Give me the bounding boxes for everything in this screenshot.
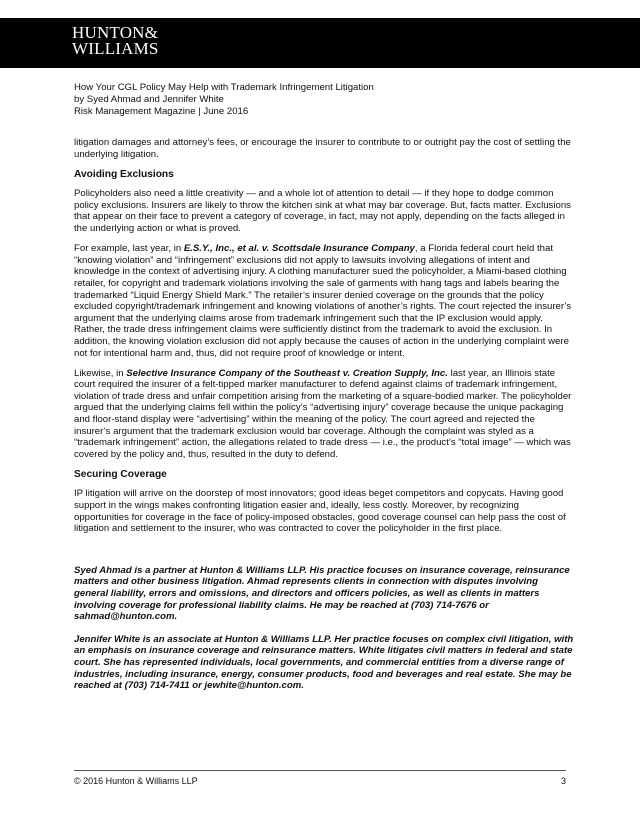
- paragraph-avoid: Policyholders also need a little creativity — and a whole lot of attention to detail — if they hope to dodge common policy exclusions. Insurers are likely to throw the kitchen sink at what may bar coverage. But, facts matter. Exclusions that appear on their face to prevent a category of coverage, in fact, may not apply, depending on the facts alleged in the underlying action or what is proved.: [74, 188, 571, 235]
- esy-case-name: E.S.Y., Inc., et al. v. Scottsdale Insurance Company: [183, 243, 415, 255]
- article-title: How Your CGL Policy May Help with Trademark Infringement Litigation: [74, 82, 374, 93]
- article-meta: [74, 82, 374, 118]
- esy-text: , a Florida federal court held that “knowing violation” and “infringement” exclusions did not apply to lawsuits involving allegations of intent and knowledge in the context of advertising injury. A clothing manufacturer sued the policyholder, a Miami-based clothing retailer, for copyright and trademark violations involving the sale of garments with hang tags and labels bearing the trademarked “Liquid Energy Shield Mark.” The retailer’s insurer denied coverage on the grounds that the policy excluded copyright/trademark infringement and knowing violations of another’s rights. The court rejected the insurer’s argument that the underlying claims arose from trademark infringement such that the IP exclusion would apply. Rather, the trade dress infringement claims were sufficiently distinct from the trademark to avoid the exclusion. In addition, the knowing violation exclusion did not apply because the causes of action in the underlying complaint were not for intentional harm and, thus, did not require proof of knowledge or intent.: [74, 243, 572, 359]
- paragraph-securing: IP litigation will arrive on the doorstep of most innovators; good ideas beget competitors and copycats. Having good support in the wings makes confronting litigation easier and, ideally, less costly. Moreover, by recognizing opportunities for coverage in the face of policy-imposed obstacles, good coverage counsel can help pass the cost of litigation and settlement to the insurer, who was contracted to cover the policyholder in the first place.: [74, 488, 566, 535]
- selective-text: last year, an Illinois state court required the insurer of a felt-tipped marker manufacturer to defend against claims of trademark infringement, violation of trade dress and unfair competition arising from the marketing of a square-bodied marker. The policyholder argued that the underlying claims fell within the policy’s “advertising injury” coverage because the unique packaging and floor-stand display were “advertising” within the meaning of the policy. The court agreed and rejected the insurer’s argument that the trademark exclusion would bar coverage. Although the complaint was styled as a “trademark infringement” action, the allegations related to trade dress — i.e., the product’s “total image” — which was covered by the policy and, thus, resulted in the duty to defend.: [74, 367, 572, 460]
- page-number: 3: [560, 776, 566, 786]
- heading-avoiding-exclusions: Avoiding Exclusions: [74, 168, 174, 180]
- logo-line-2: WILLIAMS: [72, 39, 159, 58]
- heading-securing-coverage: Securing Coverage: [74, 468, 167, 480]
- bio-ahmad: Syed Ahmad is a partner at Hunton & Williams LLP. His practice focuses on insurance coverage, reinsurance matters and other business litigation. Ahmad represents clients in connection with disputes involving general liability, errors and omissions, and directors and officers policies, as well as clients in matters involving coverage for professional liability claims. He may be reached at (703) 714-7676 or sahmad@hunton.com.: [74, 564, 570, 623]
- paragraph-esy: [74, 243, 574, 359]
- hunton-williams-logo: [72, 25, 159, 57]
- copyright: © 2016 Hunton & Williams LLP: [74, 776, 198, 786]
- paragraph-selective: [74, 368, 574, 461]
- selective-lead: Likewise, in: [74, 367, 127, 379]
- paragraph-intro: litigation damages and attorney’s fees, or encourage the insurer to contribute to or outright pay the cost of settling the underlying litigation.: [74, 137, 571, 160]
- page-footer: [74, 770, 566, 786]
- bio-white: Jennifer White is an associate at Hunton & Williams LLP. Her practice focuses on complex civil litigation, with an emphasis on insurance coverage and reinsurance matters. White litigates civil matters in federal and state court. She has represented individuals, local governments, and commercial entities from a diverse range of industries, including insurance, energy, consumer products, food and beverages and real estate. She may be reached at (703) 714-7411 or jewhite@hunton.com.: [74, 633, 574, 692]
- header-bar: [0, 18, 640, 68]
- article-source: Risk Management Magazine | June 2016: [74, 106, 249, 117]
- article-authors: by Syed Ahmad and Jennifer White: [74, 94, 224, 105]
- article-body: [74, 137, 574, 703]
- esy-lead: For example, last year, in: [74, 243, 184, 255]
- logo-line-1: HUNTON&: [72, 23, 159, 42]
- selective-case-name: Selective Insurance Company of the Southeast v. Creation Supply, Inc.: [126, 367, 448, 379]
- author-bios: [74, 565, 574, 692]
